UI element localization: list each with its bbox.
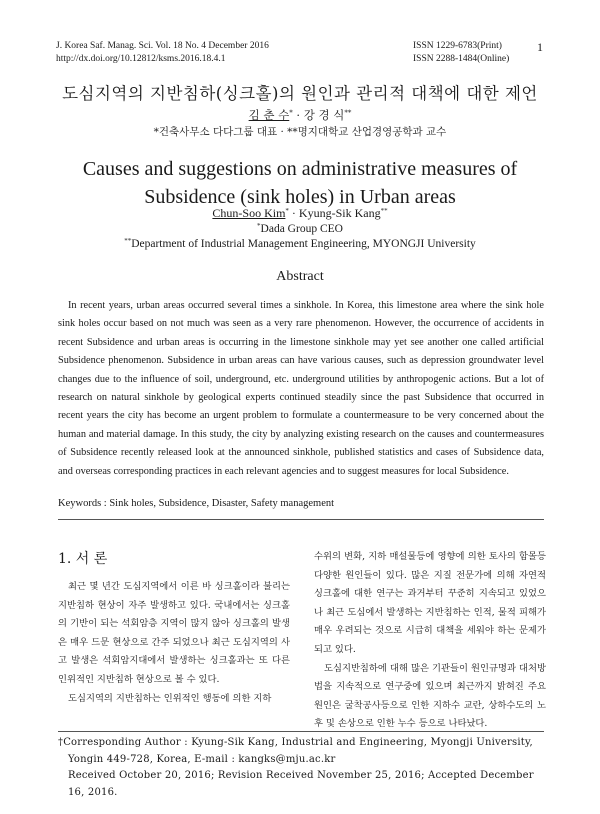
- author-kr-first: 김 춘 수: [248, 108, 290, 122]
- body-paragraph: 도심지역의 지반침하는 인위적인 행동에 의한 지하: [68, 692, 272, 704]
- author-address-line: Yongin 449-728, Korea, E-mail : kangks@mju.ac.kr: [68, 753, 336, 765]
- korean-title: 도심지역의 지반침하(싱크홀)의 원인과 관리적 대책에 대한 제언: [62, 84, 538, 103]
- issn-print: ISSN 1229-6783(Print): [413, 41, 502, 51]
- author-en-second-mark: **: [380, 207, 388, 215]
- author-kr-second: 강 경 식: [303, 108, 345, 122]
- english-affiliation-2: [0, 237, 600, 250]
- english-affiliation-1: [0, 222, 600, 235]
- footnote-divider: [58, 731, 544, 732]
- author-en-second: Kyung-Sik Kang: [298, 206, 381, 220]
- english-title: [0, 155, 600, 211]
- journal-header-left: [56, 40, 269, 66]
- footnote: [58, 735, 548, 801]
- korean-affiliation: *건축사무소 다다그룹 대표 · **명지대학교 산업경영공학과 교수: [153, 126, 447, 138]
- body-column-right: [314, 548, 546, 734]
- section-heading: 1. 서 론: [58, 551, 108, 567]
- affiliation-2-mark: **: [124, 237, 132, 245]
- english-authors: [0, 206, 600, 221]
- affiliation-2-text: Department of Industrial Management Engineering, MYONGJI University: [131, 238, 476, 250]
- abstract-divider: [58, 519, 544, 520]
- journal-citation: J. Korea Saf. Manag. Sci. Vol. 18 No. 4 December 2016: [56, 41, 269, 51]
- body-column-left: [58, 578, 290, 708]
- author-kr-second-mark: **: [344, 109, 352, 117]
- abstract-body: In recent years, urban areas occurred several times a sinkhole. In Korea, this limestone area where the sink hole sink holes occur based on not much was seen as a very rare phenomenon. However, the occurrence of accidents in recent Subsidence and urban areas is occurring in the limestone sinkhole may yet see another one called artificial Subsidence phenomenon. Subsidence in urban areas can have various causes, such as depression groundwater level changes due to the influence of soil, underground, etc. underground utilities by anthropogenic actions. But a lot of research on natural sinkhole by geological experts continued steadily since the past Subsidence that occurred in recent years the city has become an urgent problem to formulate a countermeasure to be very concerned about the human and material damage. In this study, the city by analyzing existing research on the causes and countermeasures of Subsidence recently released look at the announced sinkhole, published statistics and cases of Subsidence data, and overseas corresponding practices in each relevant agencies and to suggest measures for local Subsidence.: [58, 300, 544, 477]
- author-kr-first-mark: *: [289, 109, 293, 117]
- issn-online: ISSN 2288-1484(Online): [413, 54, 510, 64]
- keywords: Keywords : Sink holes, Subsidence, Disaster, Safety management: [58, 498, 335, 509]
- english-title-line-2: Subsidence (sink holes) in Urban areas: [144, 186, 456, 208]
- page-number: 1: [537, 40, 543, 54]
- author-en-first-mark: *: [285, 207, 289, 215]
- author-separator: ·: [296, 108, 301, 122]
- affiliation-1-mark: *: [257, 222, 261, 230]
- doi-link[interactable]: http://dx.doi.org/10.12812/ksms.2016.18.4.1: [56, 54, 226, 64]
- received-dates-line: Received October 20, 2016; Revision Received November 25, 2016; Accepted December 16, 2016.: [68, 770, 534, 798]
- body-paragraph: 최근 몇 년간 도심지역에서 이른 바 싱크홀이라 불리는 지반침하 현상이 자주 발생하고 있다. 국내에서는 싱크홀의 기반이 되는 석회암층 지역이 많지 않아 싱크홀의 발생은 매우 드문 현상으로 간주 되었으나 최근 도심지역의 사고 발생은 석회암지대에서 발생하는 싱크홀과는 또 다른 인위적인 지반침하 현상으로 볼 수 있다.: [58, 581, 290, 685]
- abstract-heading: Abstract: [276, 269, 324, 284]
- body-paragraph: 도심지반침하에 대해 많은 기관들이 원인규명과 대처방법을 지속적으로 연구중에 있으며 최근까지 밝혀진 주요 원인은 굴착공사등으로 인한 지하수 교란, 상하수도의 노후 및 손상으로 인한 누수 등으로 나타났다.: [314, 662, 546, 730]
- korean-authors: [0, 107, 600, 123]
- journal-header-right: [413, 40, 509, 66]
- corresponding-author-line: †Corresponding Author : Kyung-Sik Kang, Industrial and Engineering, Myongji University,: [58, 737, 533, 748]
- english-title-line-1: Causes and suggestions on administrative measures of: [82, 158, 518, 180]
- author-en-separator: ·: [291, 206, 296, 220]
- author-en-first: Chun-Soo Kim: [212, 206, 286, 220]
- body-paragraph: 수위의 변화, 지하 매설물등에 영향에 의한 토사의 함몰등 다양한 원인들이 있다. 많은 지질 전문가에 의해 자연적 싱크홀에 대한 연구는 과거부터 꾸준히 지속되고 있었으나 최근 도심에서 발생하는 지반침하는 인적, 물적 피해가 매우 우려되는 것으로 시급히 대책을 세워야 하는 문제가 되고 있다.: [314, 551, 546, 655]
- affiliation-1-text: Dada Group CEO: [260, 223, 343, 235]
